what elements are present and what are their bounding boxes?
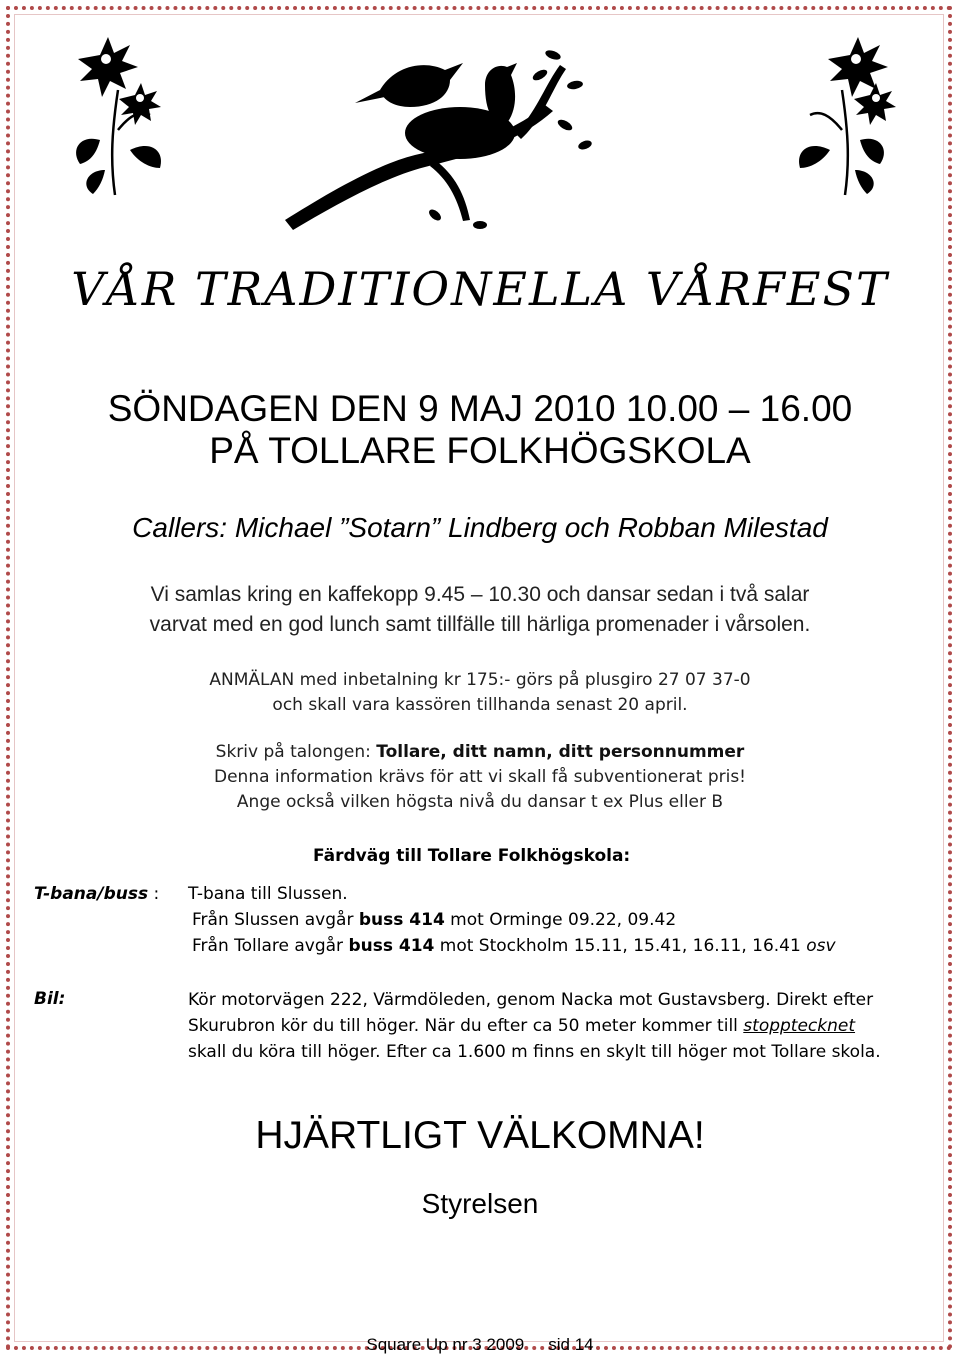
gather-line-2: varvat med en god lunch samt tillfälle till härliga promenader i vårsolen.	[149, 613, 811, 636]
bil-line-2	[188, 1013, 881, 1039]
talong-info	[0, 740, 960, 815]
flower-illustration-right	[780, 20, 900, 200]
talong-line-3: Ange också vilken högsta nivå du dansar t ex Plus eller B	[236, 792, 724, 812]
tbana-line-2	[188, 907, 836, 933]
welcome-text: HJÄRTLIGT VÄLKOMNA!	[255, 1114, 705, 1157]
gather-info	[0, 580, 960, 640]
flower-illustration-left	[60, 20, 180, 200]
signature: Styrelsen	[421, 1188, 539, 1219]
tbana-label-text: T-bana/buss	[34, 884, 149, 904]
talong-prefix: Skriv på talongen:	[215, 742, 377, 762]
talong-line-1	[0, 740, 960, 765]
tbana-line-1: T-bana till Slussen.	[188, 884, 348, 904]
talong-line-2: Denna information krävs för att vi skall få subventionerat pris!	[214, 767, 746, 787]
registration-info	[0, 668, 960, 718]
event-place: PÅ TOLLARE FOLKHÖGSKOLA	[209, 430, 751, 471]
gather-line-1: Vi samlas kring en kaffekopp 9.45 – 10.30 och dansar sedan i två salar	[150, 583, 810, 606]
bil-line-1: Kör motorvägen 222, Värmdöleden, genom Nacka mot Gustavsberg. Direkt efter	[188, 990, 874, 1010]
footer	[0, 1335, 960, 1355]
bil-directions	[188, 987, 881, 1065]
tbana-osv: osv	[806, 936, 836, 956]
footer-publication: Square Up nr 3 2009	[366, 1335, 525, 1354]
tbana-line-2-a: Från Slussen avgår	[192, 910, 359, 930]
event-date: SÖNDAGEN DEN 9 MAJ 2010 10.00 – 16.00	[107, 388, 853, 429]
callers-line: Callers: Michael ”Sotarn” Lindberg och Robban Milestad	[132, 512, 828, 543]
event-title: VÅR TRADITIONELLA VÅRFEST	[71, 262, 889, 316]
bil-stopptecknet: stopptecknet	[743, 1016, 856, 1036]
tbana-label-colon: :	[148, 884, 160, 904]
bil-label: Bil:	[34, 989, 66, 1009]
bil-line-3: skall du köra till höger. Efter ca 1.600 m finns en skylt till höger mot Tollare skola.	[188, 1042, 881, 1062]
footer-page-number: sid 14	[548, 1335, 594, 1354]
registration-line-1: ANMÄLAN med inbetalning kr 175:- görs på plusgiro 27 07 37-0	[209, 670, 751, 690]
bil-line-2-a: Skurubron kör du till höger. När du efter ca 50 meter kommer till	[188, 1016, 744, 1036]
tbana-line-2-c: mot Orminge 09.22, 09.42	[444, 910, 677, 930]
birds-nest-illustration	[285, 45, 595, 235]
tbana-line-3-a: Från Tollare avgår	[192, 936, 349, 956]
tbana-directions	[188, 881, 836, 959]
tbana-line-3	[188, 933, 836, 959]
talong-required-fields: Tollare, ditt namn, ditt personnummer	[376, 742, 745, 762]
tbana-line-3-c: mot Stockholm 15.11, 15.41, 16.11, 16.41	[434, 936, 807, 956]
route-heading: Färdväg till Tollare Folkhögskola:	[313, 846, 631, 866]
tbana-label	[34, 884, 159, 904]
tbana-bus-number: buss 414	[358, 910, 445, 930]
registration-line-2: och skall vara kassören tillhanda senast 20 april.	[272, 695, 688, 715]
tbana-bus-number-return: buss 414	[348, 936, 435, 956]
